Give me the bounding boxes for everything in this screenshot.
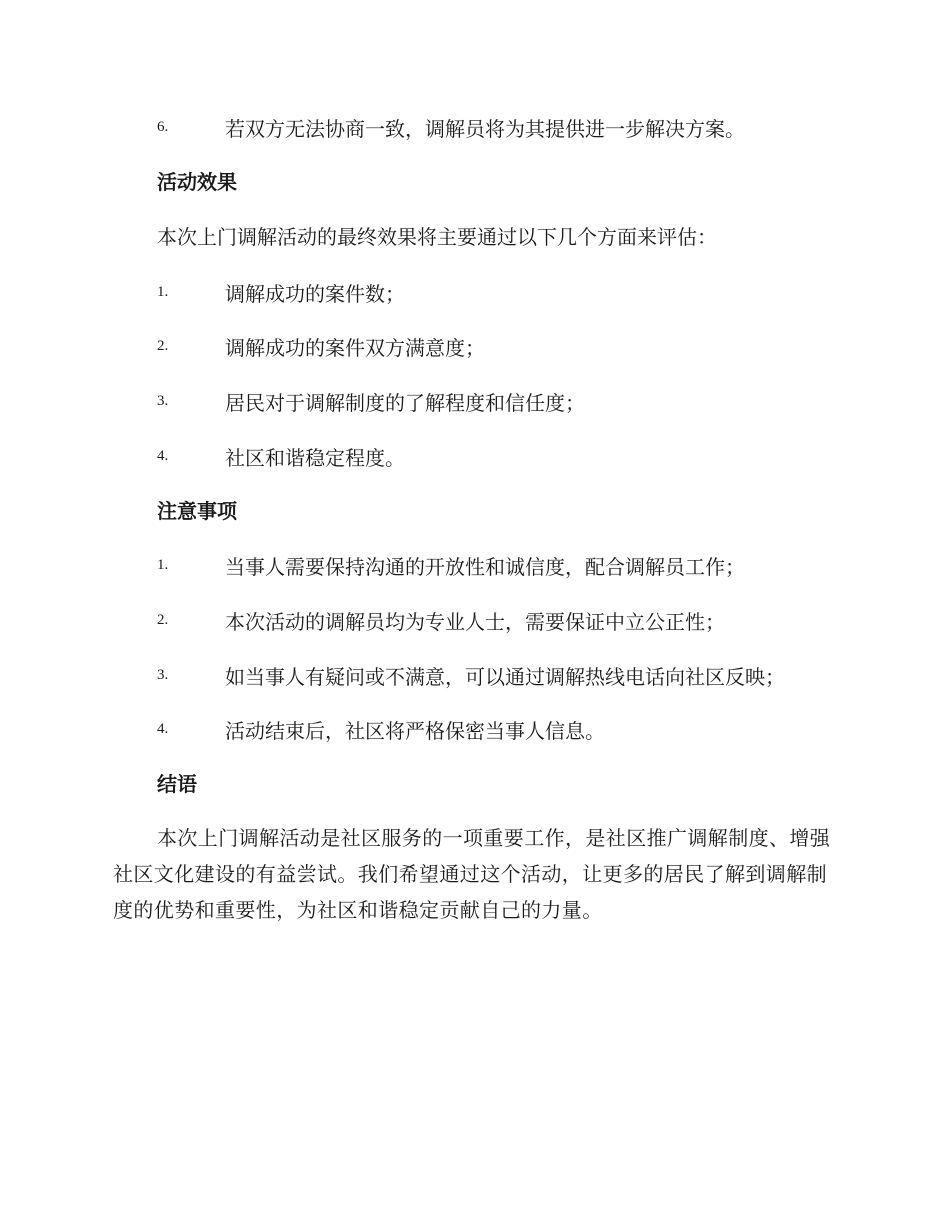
section-heading-conclusion: 结语 xyxy=(157,772,197,796)
list-item xyxy=(157,386,585,416)
list-number: 3. xyxy=(157,666,169,683)
list-item xyxy=(157,112,745,142)
list-item xyxy=(157,660,785,690)
list-number: 4. xyxy=(157,447,169,464)
list-item xyxy=(157,714,605,744)
list-item xyxy=(157,441,405,471)
list-item xyxy=(157,550,745,580)
list-text: 若双方无法协商一致，调解员将为其提供进一步解决方案。 xyxy=(225,116,745,141)
list-text: 本次活动的调解员均为专业人士，需要保证中立公正性； xyxy=(225,609,725,634)
section-heading-notes: 注意事项 xyxy=(157,499,237,523)
list-text: 社区和谐稳定程度。 xyxy=(225,445,405,470)
list-text: 当事人需要保持沟通的开放性和诚信度，配合调解员工作； xyxy=(225,554,745,579)
section-intro: 本次上门调解活动的最终效果将主要通过以下几个方面来评估： xyxy=(157,225,717,249)
list-number: 2. xyxy=(157,337,169,354)
list-number: 1. xyxy=(157,283,169,300)
list-number: 3. xyxy=(157,392,169,409)
list-text: 调解成功的案件双方满意度； xyxy=(225,335,485,360)
list-number: 2. xyxy=(157,611,169,628)
conclusion-paragraph: 本次上门调解活动是社区服务的一项重要工作，是社区推广调解制度、增强社区文化建设的有益尝试。我们希望通过这个活动，让更多的居民了解到调解制度的优势和重要性，为社区和谐稳定贡献自己的力量。 xyxy=(113,826,831,922)
list-item xyxy=(157,331,485,361)
list-number: 4. xyxy=(157,720,169,737)
section-heading-effect: 活动效果 xyxy=(157,170,237,194)
list-number: 6. xyxy=(157,118,169,135)
list-text: 如当事人有疑问或不满意，可以通过调解热线电话向社区反映； xyxy=(225,664,785,689)
list-item xyxy=(157,277,405,307)
list-number: 1. xyxy=(157,556,169,573)
list-text: 调解成功的案件数； xyxy=(225,281,405,306)
list-item xyxy=(157,605,725,635)
list-text: 活动结束后，社区将严格保密当事人信息。 xyxy=(225,718,605,743)
list-text: 居民对于调解制度的了解程度和信任度； xyxy=(225,390,585,415)
